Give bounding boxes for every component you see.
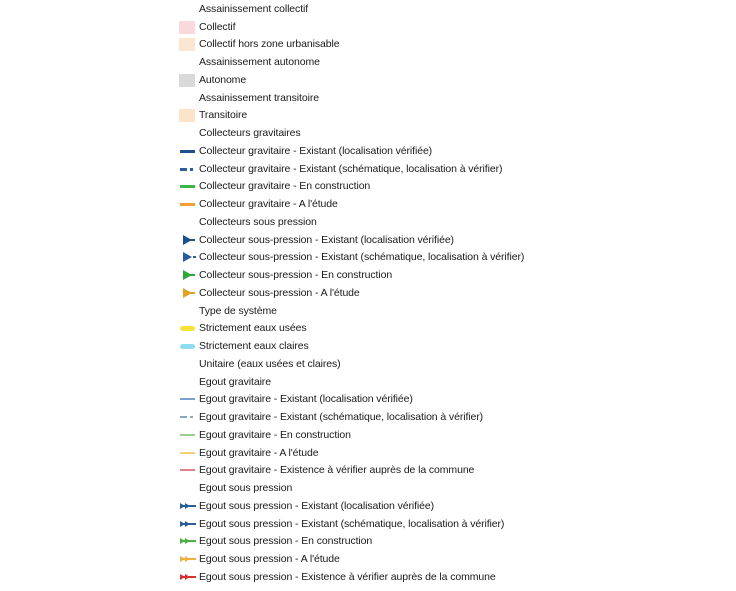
spacer [178, 358, 199, 370]
legend-label: Egout sous pression [199, 482, 293, 495]
thick-line-icon [178, 340, 199, 352]
legend-item [178, 426, 698, 444]
legend-item [178, 497, 698, 515]
spacer [178, 127, 199, 139]
legend-heading [178, 53, 698, 71]
legend-item [178, 71, 698, 89]
legend-label: Egout sous pression - Existence à vérifier auprès de la commune [199, 570, 496, 583]
thin-line-icon [178, 447, 199, 459]
spacer [178, 482, 199, 494]
color-swatch-icon [178, 109, 199, 121]
double-arrow-icon [178, 571, 199, 583]
legend-label: Strictement eaux claires [199, 340, 309, 353]
legend-heading [178, 373, 698, 391]
legend-item [178, 107, 698, 125]
color-swatch-icon [178, 74, 199, 86]
double-arrow-icon [178, 553, 199, 565]
color-swatch-icon [178, 38, 199, 50]
legend-label: Collecteur gravitaire - A l'étude [199, 198, 338, 211]
legend-label: Collecteur gravitaire - Existant (localisation vérifiée) [199, 144, 433, 157]
dashed-line-icon [178, 163, 199, 175]
legend-label: Egout gravitaire - Existant (localisation vérifiée) [199, 393, 413, 406]
legend-label: Egout gravitaire - Existence à vérifier auprès de la commune [199, 464, 475, 477]
legend-item [178, 160, 698, 178]
legend-label: Strictement eaux usées [199, 322, 307, 335]
legend-label: Collectif [199, 20, 236, 33]
solid-line-icon [178, 180, 199, 192]
thin-line-icon [178, 429, 199, 441]
pressure-arrow-dashed-icon [178, 251, 199, 263]
legend-item [178, 18, 698, 36]
legend-label: Egout gravitaire - En construction [199, 428, 351, 441]
legend-label: Autonome [199, 73, 247, 86]
legend-label: Collecteur gravitaire - En construction [199, 180, 371, 193]
legend-label: Egout gravitaire - A l'étude [199, 446, 319, 459]
legend-item [178, 408, 698, 426]
map-legend [178, 0, 698, 586]
spacer [178, 56, 199, 68]
legend-item [178, 550, 698, 568]
legend-heading [178, 302, 698, 320]
legend-item [178, 462, 698, 480]
legend-item [178, 444, 698, 462]
legend-item [178, 249, 698, 267]
spacer [178, 3, 199, 15]
legend-label: Collecteur gravitaire - Existant (schématique, localisation à vérifier) [199, 162, 503, 175]
legend-item [178, 391, 698, 409]
legend-label: Collecteur sous-pression - A l'étude [199, 286, 360, 299]
thin-dashed-line-icon [178, 411, 199, 423]
legend-label: Collecteur sous-pression - Existant (schématique, localisation à vérifier) [199, 251, 525, 264]
legend-item [178, 178, 698, 196]
legend-item [178, 36, 698, 54]
legend-label: Assainissement transitoire [199, 91, 319, 104]
legend-label: Egout gravitaire [199, 375, 271, 388]
legend-item [178, 320, 698, 338]
legend-item [178, 231, 698, 249]
legend-label: Assainissement autonome [199, 56, 320, 69]
legend-label: Collecteurs gravitaires [199, 127, 301, 140]
solid-line-icon [178, 145, 199, 157]
legend-label: Egout sous pression - Existant (schématique, localisation à vérifier) [199, 517, 505, 530]
color-swatch-icon [178, 21, 199, 33]
legend-label: Egout gravitaire - Existant (schématique, localisation à vérifier) [199, 411, 484, 424]
legend-heading [178, 479, 698, 497]
legend-heading [178, 89, 698, 107]
legend-label: Type de système [199, 304, 277, 317]
legend-label: Unitaire (eaux usées et claires) [199, 357, 341, 370]
legend-label: Collecteurs sous pression [199, 215, 317, 228]
thick-line-icon [178, 322, 199, 334]
legend-item [178, 195, 698, 213]
legend-item [178, 337, 698, 355]
legend-heading [178, 124, 698, 142]
legend-label: Egout sous pression - A l'étude [199, 553, 340, 566]
pressure-arrow-icon [178, 287, 199, 299]
spacer [178, 216, 199, 228]
legend-label: Collecteur sous-pression - En construction [199, 269, 393, 282]
double-arrow-icon [178, 500, 199, 512]
double-arrow-icon [178, 518, 199, 530]
spacer [178, 92, 199, 104]
legend-label: Egout sous pression - En construction [199, 535, 373, 548]
legend-item [178, 284, 698, 302]
double-arrow-icon [178, 535, 199, 547]
legend-label: Assainissement collectif [199, 2, 309, 15]
spacer [178, 305, 199, 317]
spacer [178, 376, 199, 388]
thin-line-icon [178, 464, 199, 476]
solid-line-icon [178, 198, 199, 210]
pressure-arrow-icon [178, 269, 199, 281]
legend-label: Collecteur sous-pression - Existant (localisation vérifiée) [199, 233, 454, 246]
pressure-arrow-icon [178, 234, 199, 246]
legend-heading [178, 213, 698, 231]
legend-item [178, 568, 698, 586]
legend-item [178, 142, 698, 160]
legend-heading [178, 0, 698, 18]
legend-label: Egout sous pression - Existant (localisation vérifiée) [199, 499, 435, 512]
legend-item [178, 533, 698, 551]
legend-item [178, 515, 698, 533]
legend-item [178, 266, 698, 284]
legend-label: Collectif hors zone urbanisable [199, 38, 340, 51]
legend-label: Transitoire [199, 109, 248, 122]
legend-heading [178, 355, 698, 373]
thin-line-icon [178, 393, 199, 405]
